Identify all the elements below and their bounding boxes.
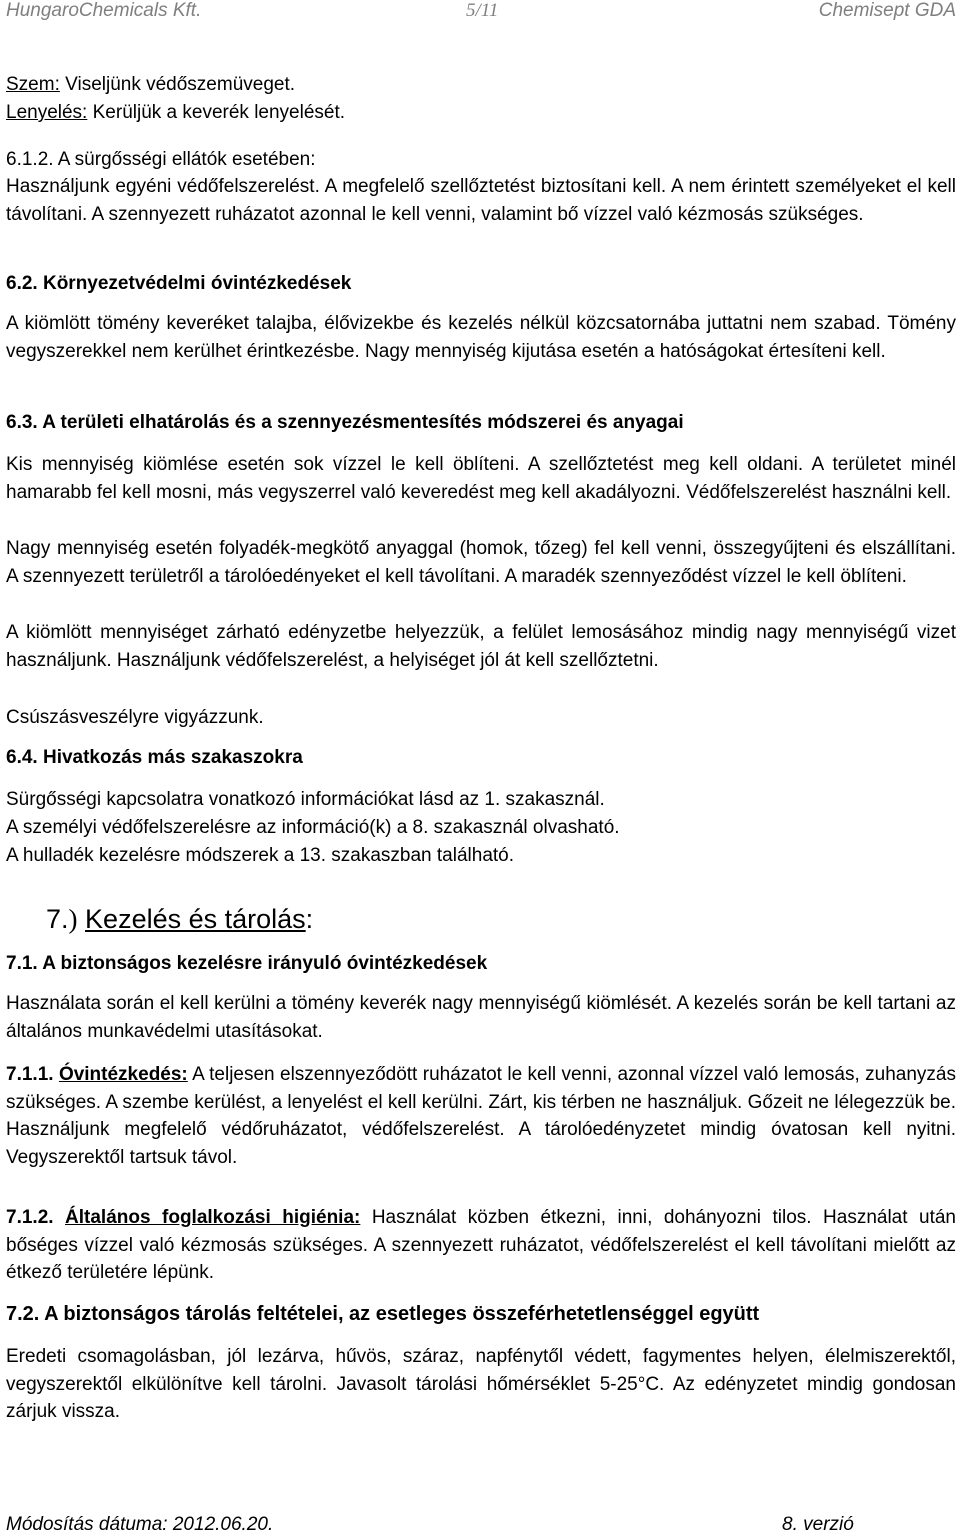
section-7-1-2-number: 7.1.2. [6,1207,66,1228]
section-6-4-line-3: A hulladék kezelésre módszerek a 13. szakaszban található. [6,845,515,866]
swallow-label: Lenyelés: [6,102,88,123]
section-7-title [46,902,313,936]
page-header [6,0,956,22]
section-6-3-paragraph-2: Nagy mennyiség esetén folyadék-megkötő anyaggal (homok, tőzeg) fel kell venni, összegyűjteni és elszállítani. A szennyezett területről a tárolóedényeket el kell távolítani. A maradék szennyeződést vízzel le kell öblíteni. [6,538,956,587]
section-6-2-heading: 6.2. Környezetvédelmi óvintézkedések [6,273,352,294]
swallow-first-aid [6,99,956,127]
section-7-2-text: Eredeti csomagolásban, jól lezárva, hűvös, száraz, napfénytől védett, fagymentes helyen, élelmiszerektől, vegyszerektől elkülönítve kell tárolni. Javasolt tárolási hőmérséklet 5-25°C. Az edényzetet mindig gondosan zárjuk vissza. [6,1346,956,1422]
eye-text: Viseljünk védőszemüveget. [59,74,296,95]
section-6-3-paragraph-1: Kis mennyiség kiömlése esetén sok vízzel le kell öblíteni. A szellőztetést meg kell oldani. A területet minél hamarabb fel kell mosni, más vegyszerrel való keveredést meg kell akadályozni. Védőfelszerelést használni kell. [6,454,956,503]
section-6-3-paragraph-4: Csúszásveszélyre vigyázzunk. [6,707,264,728]
section-7-1-1-number: 7.1.1. [6,1064,59,1085]
section-7-1-2 [6,1204,956,1287]
eye-first-aid [6,71,956,99]
header-company: HungaroChemicals Kft. [6,0,202,21]
section-7-2-heading: 7.2. A biztonságos tárolás feltételei, az esetleges összeférhetetlenséggel együtt [6,1303,760,1325]
swallow-text: Kerüljük a keverék lenyelését. [87,102,346,123]
section-7-1-1-label: Óvintézkedés: [58,1064,188,1085]
header-document-type: Chemisept GDA [818,0,956,21]
section-7-1-1-text: A teljesen elszennyeződött ruházatot le kell venni, azonnal vízzel való lemosás, zuhanyzás szükséges. A szembe kerülést, a lenyelést el kell kerülni. Zárt, kis térben ne használjuk. Gőzeit ne lélegezzük be. Használjunk megfelelő védőruházatot, védőfelszerelést. A tárolóedényzetet mindig óvatosan kell nyitni. Vegyszerektől tartsuk távol. [6,1064,956,1168]
section-7-1-2-text: Használat közben étkezni, inni, dohányozni tilos. Használat után bőséges vízzel való kézmosás szükséges. A szennyezett ruházatot, védőfelszerelést el kell távolítani mielőtt az étkező területére lépünk. [6,1207,956,1283]
section-6-4-line-1: Sürgősségi kapcsolatra vonatkozó információkat lásd az 1. szakasznál. [6,789,605,810]
footer-version: 8. verzió [782,1514,854,1535]
section-6-1-2-text: Használjunk egyéni védőfelszerelést. A megfelelő szellőztetést biztosítani kell. A nem érintett személyeket el kell távolítani. A szennyezett ruházatot azonnal le kell venni, valamint bő vízzel való kézmosás szükséges. [6,176,956,225]
section-6-4-line-2: A személyi védőfelszerelésre az információ(k) a 8. szakasznál olvasható. [6,817,620,838]
header-page-number: 5/11 [466,0,499,21]
section-6-2-text: A kiömlött tömény keveréket talajba, élővizekbe és kezelés nélkül közcsatornába juttatni nem szabad. Tömény vegyszerekkel nem kerülhet érintkezésbe. Nagy mennyiség kijutása esetén a hatóságokat értesíteni kell. [6,313,956,362]
section-6-3-heading: 6.3. A területi elhatárolás és a szennyezésmentesítés módszerei és anyagai [6,412,684,433]
section-6-1-2-heading: 6.1.2. A sürgősségi ellátók esetében: [6,149,316,170]
section-7-1-text: Használata során el kell kerülni a tömény keverék nagy mennyiségű kiömlését. A kezelés során be kell tartani az általános munkavédelmi utasításokat. [6,993,956,1042]
section-6-4-heading: 6.4. Hivatkozás más szakaszokra [6,747,303,768]
section-7-1-heading: 7.1. A biztonságos kezelésre irányuló óvintézkedések [6,953,488,974]
section-7-1-2-label: Általános foglalkozási higiénia: [65,1207,361,1228]
section-7-1-1 [6,1061,956,1171]
footer-modified-date: Módosítás dátuma: 2012.06.20. [6,1514,274,1535]
section-7-colon: : [305,904,314,934]
eye-label: Szem: [6,74,60,95]
section-7-number: 7. [46,904,69,934]
section-7-title-text: Kezelés és tárolás [85,904,306,934]
section-6-3-paragraph-3: A kiömlött mennyiséget zárható edényzetbe helyezzük, a felület lemosásához mindig nagy mennyiségű vizet használjunk. Használjunk védőfelszerelést, a helyiséget jól át kell szellőztetni. [6,622,956,671]
section-7-paren: ) [68,904,78,934]
